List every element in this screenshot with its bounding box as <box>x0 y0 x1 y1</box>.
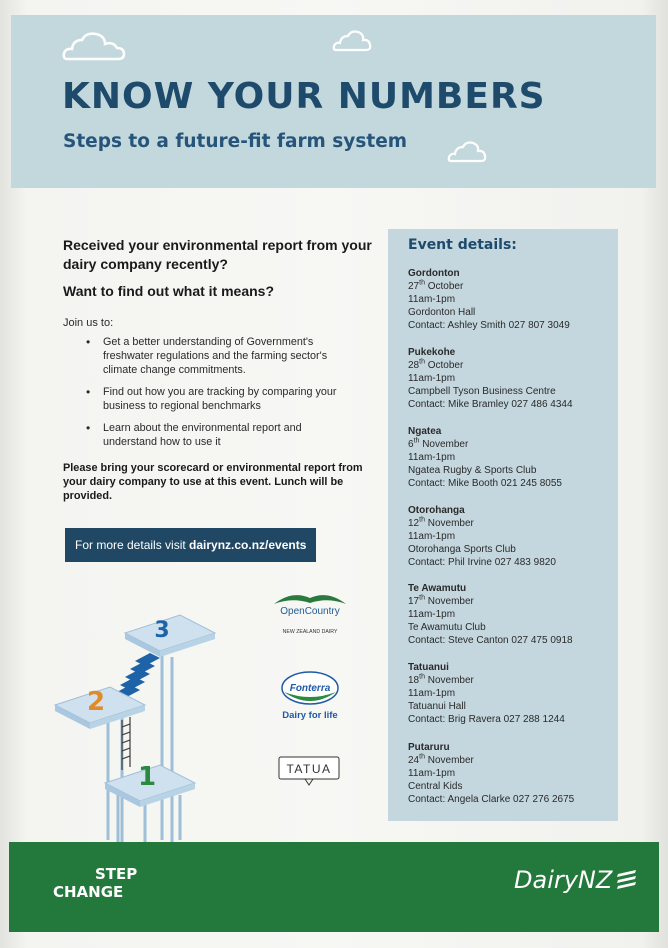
event-date: 12th November <box>408 516 474 529</box>
event-time: 11am-1pm <box>408 452 456 463</box>
event-contact: Contact: Brig Ravera 027 288 1244 <box>408 714 565 725</box>
event-time: 11am-1pm <box>408 373 456 384</box>
event-date: 6th November <box>408 437 469 450</box>
intro-question-2: Want to find out what it means? <box>63 283 275 299</box>
dairynz-swoosh-icon <box>616 868 638 890</box>
event-location: Gordonton <box>408 268 460 279</box>
event-time: 11am-1pm <box>408 294 456 305</box>
cloud-icon <box>447 139 489 165</box>
more-details-link[interactable] <box>65 528 316 562</box>
fonterra-tagline: Dairy for life <box>282 710 338 721</box>
page-subtitle: Steps to a future-fit farm system <box>63 131 408 152</box>
fonterra-name: Fonterra <box>289 683 331 694</box>
event-location: Otorohanga <box>408 505 465 516</box>
step-number-1: 1 <box>137 762 157 792</box>
list-item: • Get a better understanding of Government's freshwater regulations and the farming sector's climate change commitments. <box>86 335 358 377</box>
fonterra-logo <box>276 670 346 724</box>
event-item <box>408 741 613 806</box>
event-contact: Contact: Steve Canton 027 475 0918 <box>408 635 573 646</box>
event-item <box>408 504 613 569</box>
event-location: Ngatea <box>408 426 442 437</box>
event-venue: Otorohanga Sports Club <box>408 544 516 555</box>
event-venue: Te Awamutu Club <box>408 622 486 633</box>
footer-bar <box>9 842 659 932</box>
event-location: Te Awamutu <box>408 583 467 594</box>
event-venue: Central Kids <box>408 781 463 792</box>
open-country-tagline: NEW ZEALAND DAIRY <box>282 629 338 635</box>
intro-question-1: Received your environmental report from your dairy company recently? <box>63 237 372 272</box>
event-date: 28th October <box>408 358 464 371</box>
event-contact: Contact: Mike Booth 021 245 8055 <box>408 478 562 489</box>
event-date: 18th November <box>408 673 474 686</box>
dairynz-logo <box>514 866 612 902</box>
event-item <box>408 661 613 726</box>
join-label: Join us to: <box>63 317 114 329</box>
list-item: • Learn about the environmental report and understand how to use it <box>86 421 358 449</box>
cloud-icon <box>61 29 129 63</box>
step-number-3: 3 <box>154 618 170 643</box>
bring-note: Please bring your scorecard or environmental report from your dairy company to use at this event. Lunch will be provided. <box>63 462 363 502</box>
event-location: Tatuanui <box>408 662 449 673</box>
event-venue: Campbell Tyson Business Centre <box>408 386 556 397</box>
event-item <box>408 425 613 490</box>
step-change-logo <box>51 862 161 902</box>
step-change-top: STEP <box>95 865 138 883</box>
event-contact: Contact: Angela Clarke 027 276 2675 <box>408 794 575 805</box>
event-contact: Contact: Ashley Smith 027 807 3049 <box>408 320 570 331</box>
event-item <box>408 267 613 332</box>
cta-url[interactable]: dairynz.co.nz/events <box>189 538 307 552</box>
cta-prefix: For more details visit <box>75 538 190 552</box>
event-date: 24th November <box>408 753 474 766</box>
event-details-title: Event details: <box>408 237 517 253</box>
stairs-illustration <box>50 595 230 845</box>
event-time: 11am-1pm <box>408 768 456 779</box>
event-location: Putaruru <box>408 742 450 753</box>
event-date: 17th November <box>408 594 474 607</box>
event-time: 11am-1pm <box>408 688 456 699</box>
dairynz-wordmark: DairyNZ <box>514 866 613 894</box>
event-details-panel <box>388 229 618 821</box>
step-change-bottom: CHANGE <box>53 883 124 901</box>
event-item <box>408 582 613 647</box>
open-country-name: OpenCountry <box>280 606 340 617</box>
event-contact: Contact: Mike Bramley 027 486 4344 <box>408 399 573 410</box>
event-venue: Tatuanui Hall <box>408 701 466 712</box>
event-contact: Contact: Phil Irvine 027 483 9820 <box>408 557 556 568</box>
event-time: 11am-1pm <box>408 609 456 620</box>
open-country-logo <box>270 590 350 640</box>
list-item: • Find out how you are tracking by comparing your business to regional benchmarks <box>86 385 358 413</box>
event-location: Pukekohe <box>408 347 456 358</box>
benefits-list <box>86 335 358 457</box>
step-number-2: 2 <box>86 687 106 717</box>
tatua-logo <box>278 756 342 788</box>
event-item <box>408 346 613 411</box>
event-time: 11am-1pm <box>408 531 456 542</box>
page-title: KNOW YOUR NUMBERS <box>62 76 546 117</box>
cloud-icon <box>332 28 372 54</box>
event-date: 27th October <box>408 279 464 292</box>
tatua-name: TATUA <box>286 762 332 776</box>
event-venue: Gordonton Hall <box>408 307 476 318</box>
event-venue: Ngatea Rugby & Sports Club <box>408 465 537 476</box>
